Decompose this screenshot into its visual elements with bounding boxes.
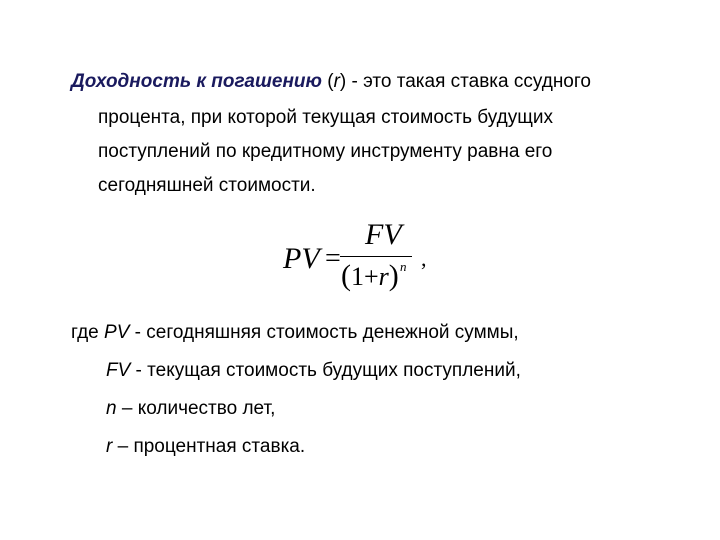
formula-numerator: FV bbox=[365, 218, 402, 251]
legend-line-n bbox=[106, 397, 275, 421]
definition-term: Доходность к погашению bbox=[71, 71, 322, 92]
definition-line-4: сегодняшней стоимости. bbox=[98, 175, 316, 196]
legend-text-fv: - текущая стоимость будущих поступлений, bbox=[130, 360, 521, 381]
formula-equals: = bbox=[325, 243, 341, 274]
formula-trailing-comma: , bbox=[421, 246, 427, 271]
legend-symbol-fv: FV bbox=[106, 360, 131, 381]
legend-line-r bbox=[106, 435, 305, 459]
definition-line-1 bbox=[71, 70, 591, 94]
legend-text-pv: - сегодняшняя стоимость денежной суммы, bbox=[129, 322, 519, 343]
legend-text-n: – количество лет, bbox=[116, 398, 276, 419]
formula-denominator bbox=[341, 260, 399, 293]
legend-line-pv bbox=[71, 321, 519, 345]
definition-line-3: поступлений по кредитному инструменту равна его bbox=[98, 141, 553, 162]
legend-symbol-r: r bbox=[106, 436, 113, 457]
formula-den-close: ) bbox=[388, 259, 399, 292]
legend-text-r: – процентная ставка. bbox=[112, 436, 306, 457]
formula-den-one: 1 bbox=[351, 262, 364, 291]
present-value-formula bbox=[283, 218, 443, 298]
formula-lhs: PV bbox=[283, 242, 320, 275]
legend-symbol-n: n bbox=[106, 398, 117, 419]
formula-den-open: ( bbox=[341, 259, 351, 292]
formula-fraction-bar bbox=[340, 256, 412, 257]
formula-den-plus: + bbox=[364, 262, 379, 291]
definition-rest: ) - это такая ставка ссудного bbox=[339, 71, 591, 92]
definition-open-paren: ( bbox=[327, 71, 334, 92]
legend-intro: где bbox=[71, 322, 105, 343]
legend-line-fv bbox=[106, 359, 521, 383]
legend-symbol-pv: PV bbox=[104, 322, 130, 343]
definition-line-2: процента, при которой текущая стоимость будущих bbox=[98, 107, 553, 128]
formula-den-r: r bbox=[378, 262, 389, 291]
formula-exponent: n bbox=[400, 259, 407, 274]
definition-symbol: r bbox=[333, 71, 340, 92]
